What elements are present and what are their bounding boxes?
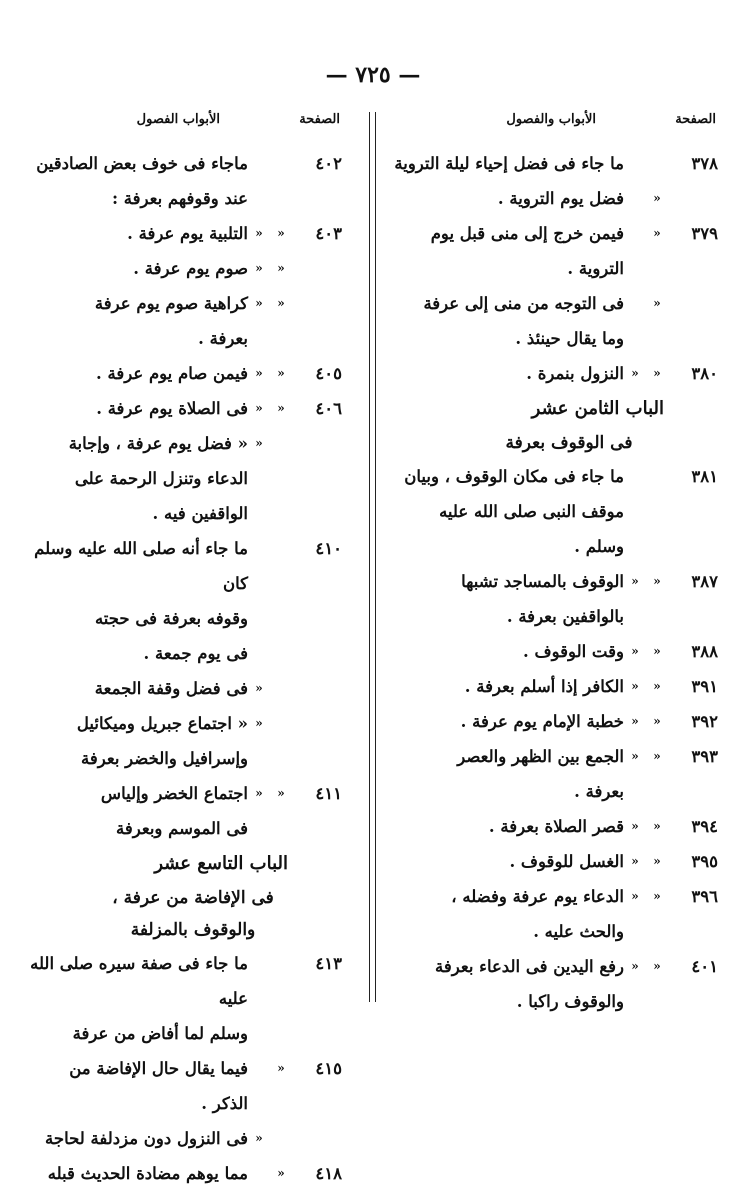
entry-title: التلبية يوم عرفة . [127, 224, 248, 243]
page-ref: ٣٧٨ [691, 154, 718, 173]
entry-title: فى فضل وقفة الجمعة [94, 679, 248, 698]
page-ref: ٣٨٠ [691, 364, 718, 383]
toc-entry [394, 634, 724, 669]
toc-entry [18, 286, 348, 356]
entry-title: ما جاء أنه صلى الله عليه وسلم كان وقوفه بعرفة فى حجته فى يوم جمعة . [34, 539, 248, 663]
page-ref: ٣٩٢ [691, 712, 718, 731]
entry-title: فى النزول دون مزدلفة لحاجة [45, 1129, 248, 1148]
entry-title: ما جاء فى مكان الوقوف ، وبيان موقف النبى صلى الله عليه وسلم . [404, 467, 624, 556]
toc-entry [18, 946, 348, 1051]
ditto-mark: « [255, 401, 263, 415]
toc-entry [18, 356, 348, 391]
toc-entry [18, 671, 348, 706]
page-ref: ٣٩١ [691, 677, 718, 696]
toc-entry [18, 216, 348, 251]
entry-title: ماجاء فى خوف بعض الصادقين عند وقوفهم بعرفة : [36, 154, 248, 208]
toc-column-right [394, 112, 724, 1019]
page-ref: ٤١٠ [315, 539, 342, 558]
chapter-subtitle: فى الإفاضة من عرفة ، والوقوف بالمزلفة [112, 888, 274, 940]
ditto-mark: « [255, 366, 263, 380]
toc-entry [394, 669, 724, 704]
page-ref: ٤١٣ [315, 954, 342, 973]
ditto-mark: « [255, 1131, 263, 1145]
ditto-mark: « [255, 716, 263, 730]
toc-entry [394, 739, 724, 809]
toc-entry [18, 1121, 348, 1156]
ditto-mark: « [631, 574, 639, 588]
page-column-header: الصفحة [299, 112, 340, 127]
ditto-mark: « [653, 191, 661, 205]
ditto-mark: « [631, 679, 639, 693]
toc-entry [18, 531, 348, 671]
ditto-mark: « [631, 714, 639, 728]
ditto-mark: « [631, 819, 639, 833]
toc-entry [394, 356, 724, 391]
ditto-mark: « [631, 749, 639, 763]
page-number: — ٧٢٥ — [325, 62, 421, 88]
ditto-mark: « [653, 819, 661, 833]
entry-title: مما يوهم مضادة الحديث قبله [47, 1164, 248, 1183]
page-ref: ٣٩٤ [691, 817, 718, 836]
toc-entry [18, 1051, 348, 1121]
ditto-mark: « [653, 959, 661, 973]
ditto-mark: « [653, 644, 661, 658]
entry-title: فى الصلاة يوم عرفة . [96, 399, 248, 418]
toc-entry [394, 844, 724, 879]
toc-entry [394, 181, 724, 216]
chapter-heading: الباب التاسع عشر [154, 853, 288, 874]
ditto-mark: « [653, 749, 661, 763]
page-ref: ٣٩٥ [691, 852, 718, 871]
ditto-mark: « [277, 786, 285, 800]
entry-title: الكافر إذا أسلم بعرفة . [464, 677, 624, 696]
ditto-mark: « [631, 366, 639, 380]
toc-list [18, 146, 348, 1191]
ditto-mark: « [277, 226, 285, 240]
column-divider [369, 112, 376, 1002]
ditto-mark: « [277, 296, 285, 310]
entry-title: اجتماع الخضر وإلياس فى الموسم وبعرفة [100, 784, 248, 838]
entry-title: كراهية صوم يوم عرفة بعرفة . [94, 294, 248, 348]
ditto-mark: « [653, 679, 661, 693]
ditto-mark: « [631, 644, 639, 658]
ditto-mark: « [255, 436, 263, 450]
page-ref: ٤٠٢ [315, 154, 342, 173]
chapter-heading: الباب الثامن عشر [531, 398, 664, 419]
entry-title: فى التوجه من منى إلى عرفة وما يقال حينئذ . [423, 294, 624, 348]
entry-title: فيمن صام يوم عرفة . [96, 364, 248, 383]
chapter-subtitle: فى الوقوف بعرفة [505, 433, 633, 453]
toc-entry [18, 426, 348, 531]
toc-entry [18, 1156, 348, 1191]
page-ref: ٤١٨ [315, 1164, 342, 1183]
toc-entry [394, 286, 724, 356]
entry-title: خطبة الإمام يوم عرفة . [460, 712, 624, 731]
toc-column-left [18, 112, 348, 1191]
entry-title: « اجتماع جبريل وميكائيل وإسرافيل والخضر بعرفة [76, 714, 248, 768]
toc-entry [394, 949, 724, 1019]
ditto-mark: « [255, 296, 263, 310]
ditto-mark: « [653, 889, 661, 903]
page-ref: ٤٠٦ [315, 399, 342, 418]
entry-title: فضل يوم التروية . [497, 189, 624, 208]
page-ref: ٣٩٦ [691, 887, 718, 906]
entry-title: ما جاء فى فضل إحياء ليلة التروية [394, 154, 624, 173]
page-ref: ٤١١ [315, 784, 342, 803]
column-header [394, 112, 724, 146]
ditto-mark: « [277, 366, 285, 380]
entry-title: الدعاء يوم عرفة وفضله ، والحث عليه . [451, 887, 624, 941]
entry-title: فيما يقال حال الإفاضة من الذكر . [69, 1059, 248, 1113]
page-ref: ٣٩٣ [691, 747, 718, 766]
toc-entry [394, 809, 724, 844]
ditto-mark: « [277, 401, 285, 415]
page-ref: ٤٠٣ [315, 224, 342, 243]
ditto-mark: « [277, 1061, 285, 1075]
toc-entry [394, 879, 724, 949]
entry-title: قصر الصلاة بعرفة . [488, 817, 624, 836]
ditto-mark: « [653, 226, 661, 240]
toc-entry [18, 391, 348, 426]
entry-title: الوقوف بالمساجد تشبها بالواقفين بعرفة . [461, 572, 624, 626]
page-column-header: الصفحة [675, 112, 716, 127]
ditto-mark: « [277, 1166, 285, 1180]
toc-entry [18, 776, 348, 846]
toc-entry [18, 146, 348, 216]
entry-title: ما جاء فى صفة سيره صلى الله عليه وسلم لما أفاض من عرفة [30, 954, 248, 1043]
toc-entry [394, 564, 724, 634]
page-ref: ٤٠٥ [315, 364, 342, 383]
ditto-mark: « [255, 786, 263, 800]
entry-title: الجمع بين الظهر والعصر بعرفة . [457, 747, 624, 801]
title-column-header: الأبواب والفصول [506, 112, 596, 127]
column-header [18, 112, 348, 146]
ditto-mark: « [631, 889, 639, 903]
toc-entry [18, 706, 348, 776]
entry-title: صوم يوم عرفة . [133, 259, 248, 278]
ditto-mark: « [255, 261, 263, 275]
title-column-header: الأبواب الفصول [136, 112, 220, 127]
entry-title: النزول بنمرة . [526, 364, 624, 383]
entry-title: رفع اليدين فى الدعاء بعرفة والوقوف راكبا . [435, 957, 624, 1011]
page-ref: ٣٧٩ [691, 224, 718, 243]
ditto-mark: « [653, 854, 661, 868]
ditto-mark: « [277, 261, 285, 275]
page-ref: ٤٠١ [691, 957, 718, 976]
entry-title: فيمن خرج إلى منى قبل يوم التروية . [430, 224, 624, 278]
entry-title: « فضل يوم عرفة ، وإجابة الدعاء وتنزل الرحمة على الواقفين فيه . [68, 434, 248, 523]
ditto-mark: « [653, 296, 661, 310]
toc-entry [18, 251, 348, 286]
ditto-mark: « [255, 681, 263, 695]
page-ref: ٣٨٨ [691, 642, 718, 661]
ditto-mark: « [631, 959, 639, 973]
ditto-mark: « [653, 366, 661, 380]
page-ref: ٣٨٧ [691, 572, 718, 591]
toc-entry [394, 216, 724, 286]
toc-entry [394, 459, 724, 564]
entry-title: الغسل للوقوف . [509, 852, 624, 871]
ditto-mark: « [653, 574, 661, 588]
toc-entry [394, 704, 724, 739]
ditto-mark: « [631, 854, 639, 868]
toc-entry [394, 146, 724, 181]
page-ref: ٣٨١ [691, 467, 718, 486]
ditto-mark: « [653, 714, 661, 728]
toc-list [394, 146, 724, 1019]
page-ref: ٤١٥ [315, 1059, 342, 1078]
entry-title: وقت الوقوف . [523, 642, 624, 661]
ditto-mark: « [255, 226, 263, 240]
